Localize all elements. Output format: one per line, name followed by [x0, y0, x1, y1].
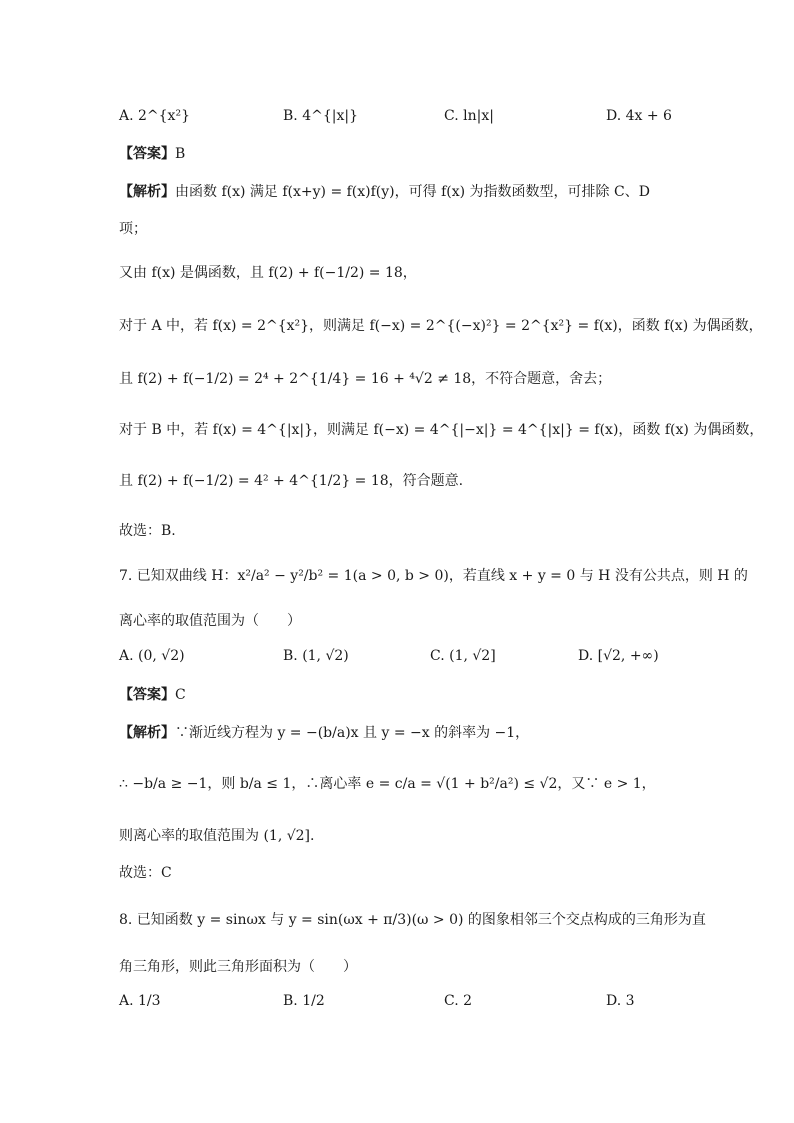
- q7-conclusion: 故选：C: [119, 865, 172, 881]
- q7-analysis-line-2: ∴ −b/a ≥ −1，则 b/a ≤ 1，∴离心率 e = c/a = √(1 + b²/a²) ≤ √2，又∵ e > 1，: [119, 776, 656, 792]
- q8-stem-line-2: 角三角形，则此三角形面积为（ ）: [119, 959, 357, 975]
- q7-analysis-line-3: 则离心率的取值范围为 (1, √2].: [119, 828, 315, 844]
- q7-option-d: D. [√2, +∞): [578, 648, 659, 664]
- q6-analysis-line-5: 且 f(2) + f(−1/2) = 2⁴ + 2^{1/4} = 16 + ⁴√2 ≠ 18，不符合题意，舍去；: [119, 371, 612, 387]
- answer-tag: 【答案】: [119, 687, 175, 703]
- q8-option-a: A. 1/3: [119, 993, 161, 1009]
- q6-analysis-line-6: 对于 B 中，若 f(x) = 4^{|x|}，则满足 f(−x) = 4^{|−x|} = 4^{|x|} = f(x)，函数 f(x) 为偶函数，: [119, 422, 764, 438]
- q6-answer: [119, 143, 694, 165]
- q6-analysis-line-7: 且 f(2) + f(−1/2) = 4² + 4^{1/2} = 18，符合题意.: [119, 473, 464, 489]
- q8-option-c: C. 2: [444, 993, 473, 1009]
- answer-value: B: [175, 146, 186, 162]
- q6-conclusion: 故选：B.: [119, 523, 176, 539]
- analysis-tag: 【解析】: [119, 184, 175, 200]
- q6-option-d: D. 4x + 6: [606, 108, 672, 124]
- q7-analysis-line-1: [119, 722, 694, 744]
- q6-option-b: B. 4^{|x|}: [283, 108, 358, 124]
- q7-stem-line-1: 7. 已知双曲线 H：x²/a² − y²/b² = 1(a > 0, b > 0)，若直线 x + y = 0 与 H 没有公共点，则 H 的: [119, 568, 748, 584]
- q6-analysis-line-1: [119, 181, 694, 203]
- q7-option-c: C. (1, √2]: [430, 648, 496, 664]
- q7-answer: [119, 684, 694, 706]
- q6-option-c: C. ln|x|: [444, 108, 494, 124]
- q7-option-b: B. (1, √2): [283, 648, 349, 664]
- q6-option-a: A. 2^{x²}: [119, 108, 190, 124]
- q8-option-d: D. 3: [606, 993, 635, 1009]
- q7-option-a: A. (0, √2): [119, 648, 185, 664]
- analysis-text: ∵渐近线方程为 y = −(b/a)x 且 y = −x 的斜率为 −1，: [175, 725, 530, 741]
- q6-analysis-line-2: 项；: [119, 221, 147, 237]
- q7-stem-line-2: 离心率的取值范围为（ ）: [119, 613, 301, 629]
- analysis-text: 由函数 f(x) 满足 f(x+y) = f(x)f(y)，可得 f(x) 为指数函数型，可排除 C、D: [175, 184, 650, 200]
- q6-analysis-line-3: 又由 f(x) 是偶函数，且 f(2) + f(−1/2) = 18，: [119, 265, 417, 281]
- q8-stem-line-1: 8. 已知函数 y = sinωx 与 y = sin(ωx + π/3)(ω > 0) 的图象相邻三个交点构成的三角形为直: [119, 912, 706, 928]
- q6-analysis-line-4: 对于 A 中，若 f(x) = 2^{x²}，则满足 f(−x) = 2^{(−x)²} = 2^{x²} = f(x)，函数 f(x) 为偶函数，: [119, 318, 763, 334]
- q8-option-b: B. 1/2: [283, 993, 325, 1009]
- answer-tag: 【答案】: [119, 146, 175, 162]
- answer-value: C: [175, 687, 186, 703]
- analysis-tag: 【解析】: [119, 725, 175, 741]
